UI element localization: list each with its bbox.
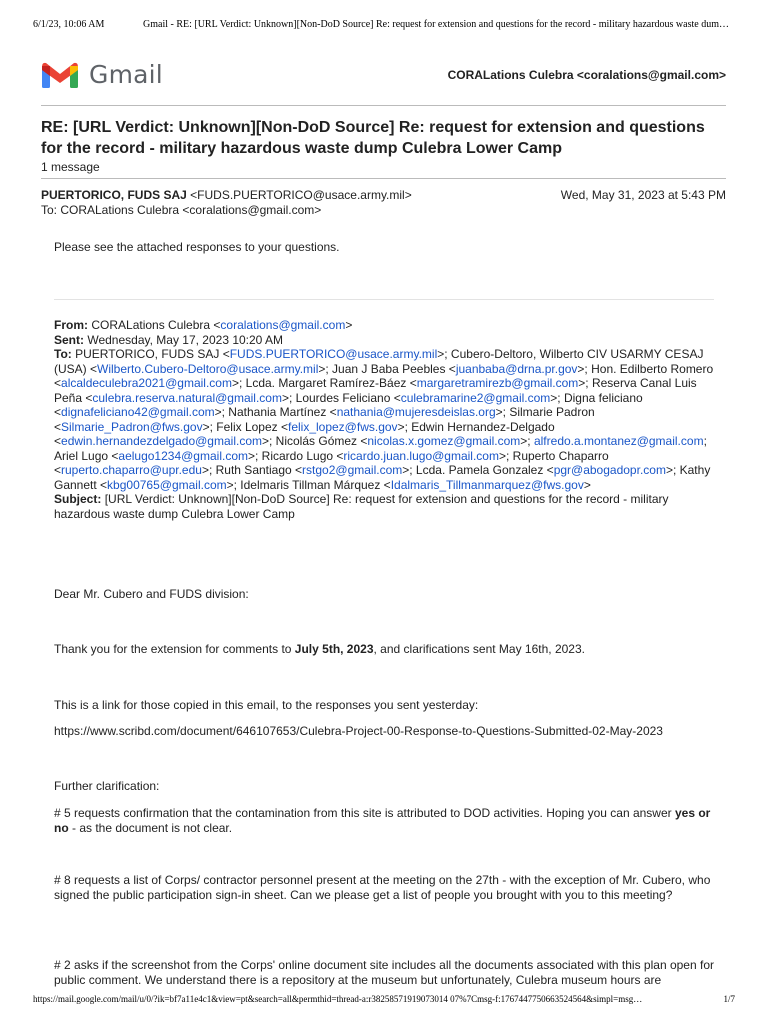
q5-bold: yes or no	[54, 806, 711, 835]
footer-url: https://mail.google.com/mail/u/0/?ik=bf7a11e4c1&view=pt&search=all&permthid=thread-a:r38258571919073014 07%7Cmsg-f:1767447750663524564&simpl=msg…	[33, 994, 643, 1004]
print-title: Gmail - RE: [URL Verdict: Unknown][Non-DoD Source] Re: request for extension and questions for the record - military hazardous waste dum…	[143, 19, 729, 30]
divider	[41, 105, 726, 106]
recipient-email-link[interactable]: ricardo.juan.lugo@gmail.com	[343, 448, 499, 463]
quoted-from	[54, 318, 714, 333]
link-intro: This is a link for those copied in this email, to the responses you sent yesterday:	[54, 698, 479, 712]
recipient-email-link[interactable]: aelugo1234@gmail.com	[118, 448, 248, 463]
recipient-text: >; Kathy Gannett <	[54, 463, 711, 492]
recipient-text: >; Cubero-Deltoro, Wilberto CIV USARMY CESAJ (USA) <	[54, 347, 704, 376]
print-header	[0, 0, 768, 40]
print-datetime: 6/1/23, 10:06 AM	[33, 19, 105, 30]
intro-text: Please see the attached responses to your questions.	[54, 240, 340, 254]
recipient-text: >; Edwin Hernandez-Delgado <	[54, 419, 555, 448]
recipient-text: >; Silmarie Padron <	[54, 405, 595, 434]
recipient-email-link[interactable]: juanbaba@drna.pr.gov	[455, 361, 578, 376]
sent-value: Wednesday, May 17, 2023 10:20 AM	[87, 332, 284, 347]
further-clarification: Further clarification:	[54, 779, 160, 793]
recipient-email-link[interactable]: Silmarie_Padron@fws.gov	[61, 419, 203, 434]
recipient-text: >; Juan J Baba Peebles <	[318, 361, 456, 376]
recipient-text: >; Ricardo Lugo <	[247, 448, 344, 463]
recipient-text: >; Ruth Santiago <	[201, 463, 303, 477]
thanks-text-b: , and clarifications sent May 16th, 2023.	[373, 642, 585, 656]
from-label: From:	[54, 318, 88, 332]
scribd-link[interactable]: https://www.scribd.com/document/646107653/Culebra-Project-00-Response-to-Questions-Submitted-02-May-2023	[54, 724, 663, 738]
salutation: Dear Mr. Cubero and FUDS division:	[54, 587, 249, 601]
recipient-text: >; Nathania Martínez <	[214, 405, 337, 419]
sender-email: <FUDS.PUERTORICO@usace.army.mil>	[190, 188, 412, 202]
recipient-text: >; Reserva Canal Luis Peña <	[54, 376, 697, 405]
message-date: Wed, May 31, 2023 at 5:43 PM	[560, 188, 726, 202]
q5-text-a: # 5 requests confirmation that the contamination from this site is attributed to DOD activities. Hoping you can answer	[54, 806, 675, 820]
from-name: CORALations Culebra <	[91, 318, 221, 332]
message-count: 1 message	[41, 160, 100, 174]
recipient-email-link[interactable]: FUDS.PUERTORICO@usace.army.mil	[229, 347, 438, 361]
recipient-email-link[interactable]: Idalmaris_Tillmanmarquez@fws.gov	[390, 477, 584, 492]
quoted-subject	[54, 492, 714, 521]
question-5	[54, 806, 722, 835]
question-2: # 2 asks if the screenshot from the Corps' online document site includes all the documents associated with this plan open for public comment. We understand there is a repository at the museum but unfortunately, Culebra museum hours are	[54, 958, 714, 987]
recipient-text: >; Nicolás Gómez <	[262, 434, 368, 448]
recipient-email-link[interactable]: Wilberto.Cubero-Deltoro@usace.army.mil	[97, 361, 319, 376]
print-footer	[0, 994, 768, 1014]
divider	[41, 178, 726, 179]
recipient-email-link[interactable]: edwin.hernandezdelgado@gmail.com	[61, 434, 262, 448]
q5-text-b: - as the document is not clear.	[68, 820, 233, 835]
quoted-to	[54, 347, 714, 492]
recipient-email-link[interactable]: rstgo2@gmail.com	[302, 463, 403, 477]
subject-label: Subject:	[54, 492, 102, 506]
thanks-text-a: Thank you for the extension for comments to	[54, 642, 295, 656]
recipient-text: PUERTORICO, FUDS SAJ <	[75, 347, 230, 361]
recipient-text: >; Felix Lopez <	[202, 419, 288, 434]
from-email-link[interactable]: coralations@gmail.com	[220, 318, 346, 332]
recipient-email-link[interactable]: culebramarine2@gmail.com	[400, 390, 551, 405]
page-number: 1/7	[723, 994, 735, 1004]
recipient-text: >; Idelmaris Tillman Márquez <	[226, 477, 391, 492]
recipient-text: >; Ruperto Chaparro <	[54, 448, 609, 477]
gmail-m-icon	[41, 60, 79, 89]
quoted-header	[54, 318, 714, 521]
recipient-text: >; Digna feliciano <	[54, 390, 643, 419]
question-8: # 8 requests a list of Corps/ contractor personnel present at the meeting on the 27th - with the exception of Mr. Cubero, who signed the public participation sign-in sheet. Can we please get a list of people you brought with you to this meeting?	[54, 873, 711, 902]
recipient-text: ; Ariel Lugo <	[54, 434, 707, 463]
sent-label: Sent:	[54, 332, 84, 347]
thanks-deadline: July 5th, 2023	[294, 642, 374, 656]
thanks-paragraph	[54, 642, 722, 657]
recipient-text: >;	[520, 434, 534, 448]
gmail-wordmark: Gmail	[89, 59, 163, 89]
recipient-email-link[interactable]: ruperto.chaparro@upr.edu	[61, 463, 202, 477]
recipient-email-link[interactable]: felix_lopez@fws.gov	[287, 419, 398, 434]
recipient-email-link[interactable]: alcaldeculebra2021@gmail.com	[61, 376, 232, 390]
recipient-email-link[interactable]: alfredo.a.montanez@gmail.com	[533, 434, 704, 448]
to-label: To:	[54, 347, 72, 361]
recipient-email-link[interactable]: margaretramirezb@gmail.com	[416, 376, 579, 390]
recipient-email-link[interactable]: kbg00765@gmail.com	[107, 477, 227, 492]
recipient-text: >; Lcda. Margaret Ramírez-Báez <	[231, 376, 417, 390]
recipient-text: >; Hon. Edilberto Romero <	[54, 361, 714, 390]
recipient-text: >; Lourdes Feliciano <	[281, 390, 401, 405]
message-recipients: To: CORALations Culebra <coralations@gmail.com>	[41, 203, 322, 217]
recipient-email-link[interactable]: dignafeliciano42@gmail.com	[61, 405, 215, 419]
to-recipient-list	[54, 347, 713, 492]
from-end: >	[345, 318, 353, 332]
recipient-email-link[interactable]: culebra.reserva.natural@gmail.com	[92, 390, 282, 405]
recipient-text: >	[583, 477, 591, 492]
sender-name: PUERTORICO, FUDS SAJ	[41, 188, 187, 202]
subject-value: [URL Verdict: Unknown][Non-DoD Source] Re: request for extension and questions for the record - military hazardous waste dump Culebra Lower Camp	[54, 492, 669, 521]
thread-subject: RE: [URL Verdict: Unknown][Non-DoD Source] Re: request for extension and questions for the record - military hazardous waste dump Culebra Lower Camp	[41, 119, 705, 157]
quote-divider	[54, 299, 714, 300]
account-email: CORALations Culebra <coralations@gmail.com>	[447, 68, 726, 82]
recipient-email-link[interactable]: pgr@abogadopr.com	[553, 463, 666, 477]
recipient-email-link[interactable]: nicolas.x.gomez@gmail.com	[367, 434, 521, 448]
recipient-text: >; Lcda. Pamela Gonzalez <	[402, 463, 554, 477]
message-body	[54, 240, 722, 255]
sender	[41, 188, 412, 202]
gmail-logo	[41, 57, 163, 91]
quoted-sent	[54, 333, 714, 348]
recipient-email-link[interactable]: nathania@mujeresdeislas.org	[336, 405, 496, 419]
